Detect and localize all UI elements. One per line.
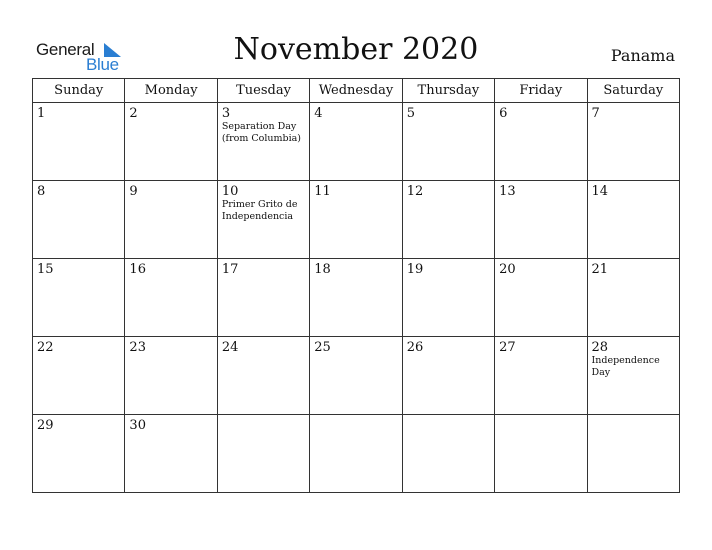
day-cell <box>587 181 679 259</box>
day-cell <box>33 337 125 415</box>
day-number: 1 <box>37 106 46 121</box>
day-cell <box>402 181 494 259</box>
day-number: 30 <box>129 418 146 433</box>
day-cell <box>402 259 494 337</box>
weekday-header-row <box>33 79 680 103</box>
holiday-label: Separation Day (from Columbia) <box>221 121 301 144</box>
day-number: 25 <box>314 340 331 355</box>
day-number: 18 <box>314 262 331 277</box>
day-number: 3 <box>221 106 231 121</box>
logo-general-text: General <box>36 40 95 59</box>
day-cell <box>495 337 587 415</box>
page-title: November 2020 <box>233 32 479 67</box>
day-cell <box>495 415 587 493</box>
day-cell <box>125 103 217 181</box>
day-cell <box>33 181 125 259</box>
day-cell <box>587 103 679 181</box>
day-number: 5 <box>406 106 415 121</box>
day-number: 6 <box>499 106 508 121</box>
day-cell <box>33 259 125 337</box>
day-cell <box>587 415 679 493</box>
day-number: 23 <box>129 340 146 355</box>
day-number: 28 <box>591 340 609 355</box>
day-number: 4 <box>314 106 323 121</box>
day-number: 27 <box>499 340 516 355</box>
weekday-header: Saturday <box>587 79 679 103</box>
day-number: 26 <box>406 340 424 355</box>
day-number: 9 <box>129 184 138 199</box>
calendar-grid <box>32 78 680 493</box>
day-cell <box>402 337 494 415</box>
holiday-label: Independence Day <box>591 355 660 378</box>
week-row <box>33 259 680 337</box>
country-label: Panama <box>610 46 675 65</box>
day-number: 22 <box>37 340 54 355</box>
day-number: 13 <box>499 184 516 199</box>
day-cell <box>217 337 309 415</box>
day-number <box>218 415 309 418</box>
weekday-header: Wednesday <box>310 79 402 103</box>
day-cell <box>587 337 679 415</box>
day-number: 16 <box>129 262 146 277</box>
day-number: 19 <box>406 262 424 277</box>
day-cell <box>33 415 125 493</box>
day-number: 24 <box>221 340 239 355</box>
day-cell <box>125 415 217 493</box>
weekday-header: Sunday <box>33 79 125 103</box>
day-cell <box>310 103 402 181</box>
day-cell <box>310 259 402 337</box>
day-number <box>310 415 401 418</box>
logo-blue-text: Blue <box>86 55 119 74</box>
day-cell <box>495 103 587 181</box>
day-cell <box>402 103 494 181</box>
day-cell <box>495 181 587 259</box>
day-cell <box>310 181 402 259</box>
day-cell <box>125 181 217 259</box>
day-number: 17 <box>221 262 239 277</box>
day-cell <box>125 337 217 415</box>
weekday-header: Tuesday <box>217 79 309 103</box>
day-number: 8 <box>37 184 46 199</box>
day-number: 2 <box>129 106 138 121</box>
day-number: 14 <box>591 184 609 199</box>
day-number: 20 <box>499 262 516 277</box>
week-row <box>33 415 680 493</box>
week-row <box>33 181 680 259</box>
day-cell <box>402 415 494 493</box>
day-number <box>588 415 679 418</box>
day-cell <box>217 103 309 181</box>
week-row <box>33 103 680 181</box>
day-number: 12 <box>406 184 424 199</box>
weekday-header: Monday <box>125 79 217 103</box>
week-row <box>33 337 680 415</box>
day-cell <box>217 181 309 259</box>
day-cell <box>310 415 402 493</box>
day-cell <box>33 103 125 181</box>
day-cell <box>495 259 587 337</box>
weekday-header: Friday <box>495 79 587 103</box>
day-number: 29 <box>37 418 54 433</box>
day-number <box>495 415 586 418</box>
day-cell <box>587 259 679 337</box>
weekday-header: Thursday <box>402 79 494 103</box>
day-cell <box>310 337 402 415</box>
day-cell <box>217 415 309 493</box>
day-number <box>403 415 494 418</box>
day-number: 15 <box>37 262 54 277</box>
day-cell <box>217 259 309 337</box>
day-cell <box>125 259 217 337</box>
day-number: 7 <box>591 106 600 121</box>
day-number: 11 <box>314 184 331 199</box>
day-number: 21 <box>591 262 609 277</box>
day-number: 10 <box>221 184 239 199</box>
holiday-label: Primer Grito de Independencia <box>221 199 298 222</box>
